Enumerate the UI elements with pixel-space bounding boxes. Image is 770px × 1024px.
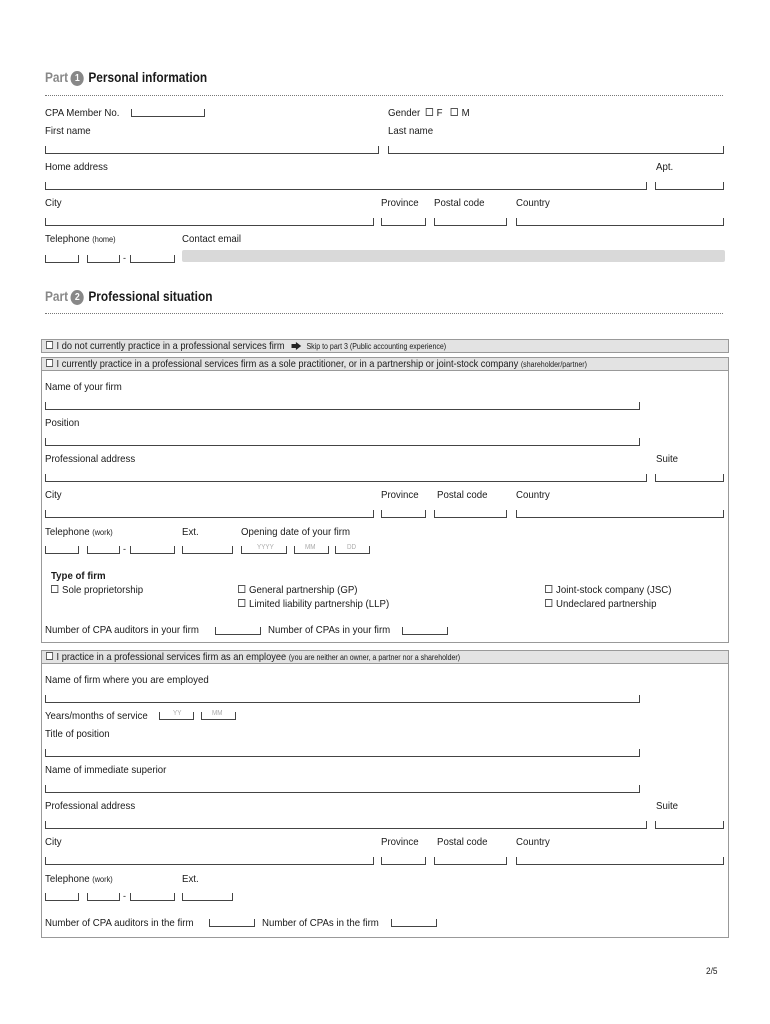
- option-owner-checkbox[interactable]: [46, 359, 53, 367]
- gender-f-checkbox[interactable]: [426, 108, 433, 116]
- employer-firm-name-field[interactable]: [45, 695, 640, 703]
- part1-prefix: Part: [45, 70, 69, 85]
- opening-date-year-hint: YYYY: [257, 544, 274, 551]
- firm-type-jsc: [545, 584, 671, 596]
- employee-suite-field[interactable]: [655, 821, 724, 829]
- owner-auditors-count-label: Number of CPA auditors in your firm: [45, 624, 199, 636]
- option-owner-label: I currently practice in a professional services firm as a sole practitioner, or in a partnership or joint-stock company: [56, 358, 519, 370]
- employee-telephone-area-field[interactable]: [45, 893, 79, 901]
- owner-postal-code-label: Postal code: [437, 489, 488, 501]
- owner-telephone-line-field[interactable]: [130, 546, 175, 554]
- superior-label: Name of immediate superior: [45, 764, 167, 776]
- firm-type-llp-checkbox[interactable]: [238, 599, 245, 607]
- owner-city-label: City: [45, 489, 62, 501]
- owner-cpas-count-label: Number of CPAs in your firm: [268, 624, 391, 636]
- employee-city-field[interactable]: [45, 857, 374, 865]
- owner-telephone-area-field[interactable]: [45, 546, 79, 554]
- owner-ext-field[interactable]: [182, 546, 233, 554]
- cpa-member-no-label: CPA Member No.: [45, 107, 120, 119]
- position-field[interactable]: [45, 438, 640, 446]
- superior-field[interactable]: [45, 785, 640, 793]
- postal-code-field[interactable]: [434, 218, 507, 226]
- gender-f-label: F: [436, 107, 443, 119]
- owner-suite-label: Suite: [656, 453, 679, 465]
- arrow-right-icon: [296, 342, 301, 350]
- employee-cpas-count-field[interactable]: [391, 919, 437, 927]
- gender-label: [388, 107, 470, 119]
- position-label: Position: [45, 417, 80, 429]
- employee-province-field[interactable]: [381, 857, 426, 865]
- opening-date-month-hint: MM: [305, 544, 316, 551]
- option-employee: [46, 651, 460, 664]
- option-owner-note: (shareholder/partner): [520, 360, 587, 369]
- title-of-position-field[interactable]: [45, 749, 640, 757]
- employee-telephone-label-text: Telephone: [45, 873, 90, 885]
- employee-telephone-label: [45, 873, 113, 885]
- owner-telephone-label-text: Telephone: [45, 526, 90, 538]
- country-field[interactable]: [516, 218, 724, 226]
- gender-m-label: M: [461, 107, 470, 119]
- employee-cpas-count-label: Number of CPAs in the firm: [262, 917, 379, 929]
- firm-type-llp: [238, 598, 389, 610]
- owner-country-label: Country: [516, 489, 550, 501]
- option-employee-bar: [41, 650, 729, 664]
- employee-telephone-dash: -: [123, 891, 126, 901]
- option-not-practicing: [46, 340, 446, 353]
- telephone-home-qualifier: (home): [92, 235, 116, 244]
- employee-country-field[interactable]: [516, 857, 724, 865]
- telephone-home-line-field[interactable]: [130, 255, 175, 263]
- firm-type-jsc-label: Joint-stock company (JSC): [556, 584, 672, 596]
- employee-province-label: Province: [381, 836, 419, 848]
- apt-label: Apt.: [656, 161, 674, 173]
- telephone-home-prefix-field[interactable]: [87, 255, 120, 263]
- telephone-home-dash: -: [123, 253, 126, 263]
- firm-type-undeclared-checkbox[interactable]: [545, 599, 552, 607]
- owner-city-field[interactable]: [45, 510, 374, 518]
- option-not-practicing-checkbox[interactable]: [46, 341, 53, 349]
- page-number: 2/5: [706, 966, 718, 976]
- owner-country-field[interactable]: [516, 510, 724, 518]
- owner-telephone-label: [45, 526, 113, 538]
- owner-telephone-dash: -: [123, 544, 126, 554]
- employee-telephone-prefix-field[interactable]: [87, 893, 120, 901]
- owner-suite-field[interactable]: [655, 474, 724, 482]
- employee-suite-label: Suite: [656, 800, 679, 812]
- last-name-field[interactable]: [388, 146, 724, 154]
- months-hint: MM: [212, 710, 223, 717]
- employee-postal-code-field[interactable]: [434, 857, 507, 865]
- telephone-home-label: [45, 233, 116, 245]
- gender-m-checkbox[interactable]: [451, 108, 458, 116]
- part1-title: Personal information: [88, 70, 208, 85]
- employee-professional-address-label: Professional address: [45, 800, 136, 812]
- part1-number-badge: 1: [71, 71, 84, 86]
- province-label: Province: [381, 197, 419, 209]
- home-address-label: Home address: [45, 161, 108, 173]
- country-label: Country: [516, 197, 550, 209]
- owner-province-field[interactable]: [381, 510, 426, 518]
- employee-professional-address-field[interactable]: [45, 821, 647, 829]
- contact-email-field[interactable]: [182, 250, 725, 262]
- owner-ext-label: Ext.: [182, 526, 199, 538]
- cpa-member-no-field[interactable]: [131, 109, 205, 117]
- owner-cpas-count-field[interactable]: [402, 627, 448, 635]
- opening-date-day-hint: DD: [347, 544, 357, 551]
- title-of-position-label: Title of position: [45, 728, 110, 740]
- telephone-home-label-text: Telephone: [45, 233, 90, 245]
- part1-heading: [45, 70, 207, 86]
- province-field[interactable]: [381, 218, 426, 226]
- firm-type-sole-checkbox[interactable]: [51, 585, 58, 593]
- employee-auditors-count-field[interactable]: [209, 919, 255, 927]
- telephone-home-area-field[interactable]: [45, 255, 79, 263]
- city-field[interactable]: [45, 218, 374, 226]
- option-owner: [46, 358, 587, 371]
- employee-country-label: Country: [516, 836, 550, 848]
- option-owner-bar: [41, 357, 729, 371]
- option-employee-checkbox[interactable]: [46, 652, 53, 660]
- employer-firm-name-label: Name of firm where you are employed: [45, 674, 209, 686]
- owner-professional-address-label: Professional address: [45, 453, 136, 465]
- owner-telephone-qualifier: (work): [92, 528, 113, 537]
- firm-type-jsc-checkbox[interactable]: [545, 585, 552, 593]
- employee-telephone-qualifier: (work): [92, 875, 113, 884]
- firm-type-undeclared-label: Undeclared partnership: [556, 598, 657, 610]
- skip-note: Skip to part 3 (Public accounting experience): [306, 342, 447, 351]
- firm-type-undeclared: [545, 598, 656, 610]
- owner-postal-code-field[interactable]: [434, 510, 507, 518]
- part1-divider: [45, 95, 723, 96]
- opening-date-label: Opening date of your firm: [241, 526, 351, 538]
- employee-telephone-line-field[interactable]: [130, 893, 175, 901]
- postal-code-label: Postal code: [434, 197, 485, 209]
- employee-postal-code-label: Postal code: [437, 836, 488, 848]
- firm-type-gp: [238, 584, 357, 596]
- firm-name-field[interactable]: [45, 402, 640, 410]
- contact-email-label: Contact email: [182, 233, 242, 245]
- option-employee-label: I practice in a professional services firm as an employee: [56, 651, 287, 663]
- employee-ext-label: Ext.: [182, 873, 199, 885]
- years-months-label: Years/months of service: [45, 710, 148, 722]
- employee-auditors-count-label: Number of CPA auditors in the firm: [45, 917, 194, 929]
- option-employee-note: (you are neither an owner, a partner nor a shareholder): [288, 653, 461, 662]
- owner-professional-address-field[interactable]: [45, 474, 647, 482]
- part2-number-badge: 2: [71, 290, 84, 305]
- first-name-label: First name: [45, 125, 91, 137]
- firm-type-llp-label: Limited liability partnership (LLP): [249, 598, 390, 610]
- apt-field[interactable]: [655, 182, 724, 190]
- employee-city-label: City: [45, 836, 62, 848]
- option-not-practicing-bar: [41, 339, 729, 353]
- years-hint: YY: [173, 710, 182, 717]
- part2-heading: [45, 289, 212, 305]
- firm-type-gp-checkbox[interactable]: [238, 585, 245, 593]
- option-not-practicing-label: I do not currently practice in a professional services firm: [56, 340, 285, 352]
- part2-title: Professional situation: [88, 289, 213, 304]
- firm-type-sole-label: Sole proprietorship: [62, 584, 144, 596]
- last-name-label: Last name: [388, 125, 434, 137]
- part2-divider: [45, 313, 723, 314]
- part2-prefix: Part: [45, 289, 69, 304]
- owner-auditors-count-field[interactable]: [215, 627, 261, 635]
- city-label: City: [45, 197, 62, 209]
- firm-type-sole: [51, 584, 143, 596]
- first-name-field[interactable]: [45, 146, 379, 154]
- firm-type-gp-label: General partnership (GP): [249, 584, 358, 596]
- employee-ext-field[interactable]: [182, 893, 233, 901]
- owner-telephone-prefix-field[interactable]: [87, 546, 120, 554]
- gender-label-text: Gender: [388, 107, 421, 119]
- type-of-firm-heading: Type of firm: [51, 570, 106, 582]
- home-address-field[interactable]: [45, 182, 647, 190]
- owner-province-label: Province: [381, 489, 419, 501]
- firm-name-label: Name of your firm: [45, 381, 122, 393]
